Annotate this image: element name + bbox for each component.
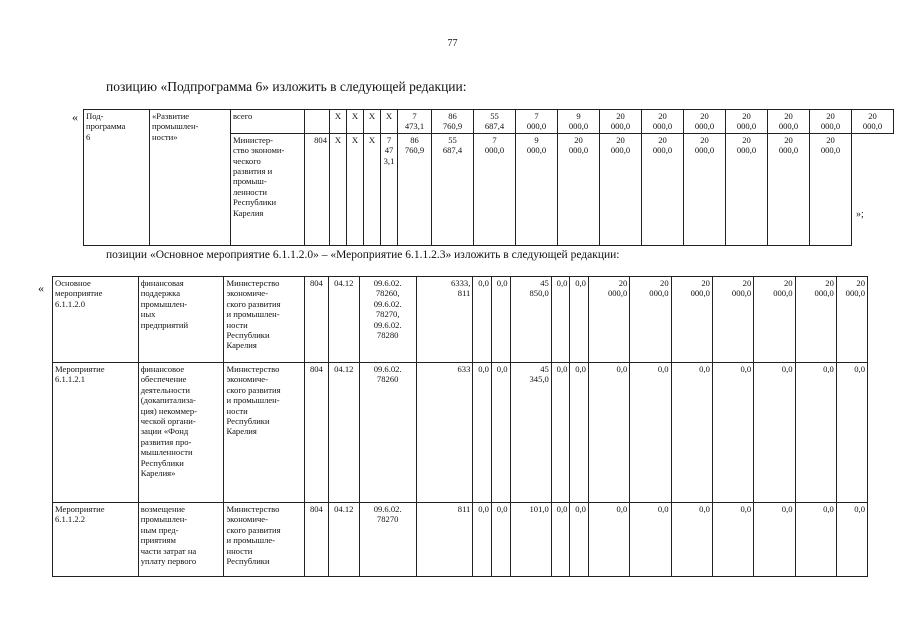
table-cell: 804	[305, 363, 329, 503]
table-cell: 20 000,0	[836, 277, 867, 363]
open-quote-1: «	[72, 110, 78, 124]
table-cell: 04.12	[328, 503, 359, 577]
table-cell: 0,0	[754, 363, 795, 503]
table-cell: 86 760,9	[432, 110, 474, 134]
table-cell: 20 000,0	[684, 110, 726, 134]
table-cell: возмещение промышлен- ным пред- приятиям части затрат на уплату первого	[138, 503, 224, 577]
table-cell: Министерство экономиче- ского развития и промышлен- ности Республики Карелия	[224, 277, 305, 363]
table-cell: 45 345,0	[510, 363, 551, 503]
table-cell: 20 000,0	[600, 110, 642, 134]
table-cell: 09.6.02. 78270	[359, 503, 416, 577]
table-cell: 20 000,0	[726, 133, 768, 245]
table-cell: 20 000,0	[852, 110, 894, 134]
table-cell: 20 000,0	[630, 277, 671, 363]
table-cell	[305, 110, 330, 134]
table-cell: 0,0	[570, 277, 589, 363]
subprogram-6-table	[83, 109, 894, 246]
table-cell: 7 000,0	[474, 133, 516, 245]
table-cell: 09.6.02. 78260	[359, 363, 416, 503]
table-cell: 20 000,0	[754, 277, 795, 363]
table-cell: 0,0	[570, 363, 589, 503]
table-cell: Х	[364, 110, 381, 134]
table-cell: 55 687,4	[432, 133, 474, 245]
table-cell: 0,0	[671, 363, 712, 503]
table-cell: 20 000,0	[600, 133, 642, 245]
heading-subprogram-6: позицию «Подпрограмма 6» изложить в следующей редакции:	[106, 79, 467, 94]
table-cell: 0,0	[836, 503, 867, 577]
table-cell: 0,0	[754, 503, 795, 577]
table-cell: 0,0	[712, 363, 753, 503]
table-cell: 0,0	[570, 503, 589, 577]
table-cell: 0,0	[671, 503, 712, 577]
table-cell: 0,0	[588, 503, 629, 577]
table-cell: 0,0	[491, 277, 510, 363]
table-cell: «Развитие промышлен- ности»	[150, 110, 231, 246]
table-cell: 0,0	[795, 363, 836, 503]
table-cell: Х	[347, 110, 364, 134]
table-cell: 0,0	[795, 503, 836, 577]
table-cell: 0,0	[551, 277, 570, 363]
table-cell: 0,0	[473, 277, 492, 363]
table-cell: 804	[305, 133, 330, 245]
table-cell: 633	[416, 363, 473, 503]
table-cell: 20 000,0	[684, 133, 726, 245]
table-cell: 0,0	[836, 363, 867, 503]
table-cell: 7 473,1	[398, 110, 432, 134]
open-quote-2: «	[38, 281, 44, 295]
table-cell: 0,0	[473, 363, 492, 503]
main-event-table	[52, 276, 868, 577]
table-cell: Министерство экономиче- ского развития и промышлен- ности Республики Карелия	[224, 363, 305, 503]
table-cell: 0,0	[630, 503, 671, 577]
table-cell: 20 000,0	[726, 110, 768, 134]
table-cell: 101,0	[510, 503, 551, 577]
table-cell: финансовая поддержка промышлен- ных предприятий	[138, 277, 224, 363]
table-cell: 45 850,0	[510, 277, 551, 363]
table-cell: Мероприятие 6.1.1.2.2	[53, 503, 139, 577]
table-cell: 0,0	[491, 503, 510, 577]
table-cell: 20 000,0	[795, 277, 836, 363]
table-cell: 0,0	[473, 503, 492, 577]
table-cell: Министерство экономиче- ского развития и промышле- нности Республики	[224, 503, 305, 577]
table-cell: 7 000,0	[516, 110, 558, 134]
table-cell: 0,0	[551, 363, 570, 503]
table-cell: Х	[364, 133, 381, 245]
table-row	[53, 503, 868, 577]
table-cell: 20 000,0	[810, 110, 852, 134]
table-row	[84, 110, 894, 134]
table-cell: 86 760,9	[398, 133, 432, 245]
table-cell: 6333, 811	[416, 277, 473, 363]
table-cell: 20 000,0	[712, 277, 753, 363]
table-cell: Мероприятие 6.1.1.2.1	[53, 363, 139, 503]
table-cell: 7 473,1	[381, 133, 398, 245]
table-cell: 0,0	[551, 503, 570, 577]
table-cell: Министер- ство экономи- ческого развития и промыш- ленности Республики Карелия	[231, 133, 305, 245]
heading-main-event: позиции «Основное мероприятие 6.1.1.2.0» – «Мероприятие 6.1.1.2.3» изложить в следующей редакции:	[106, 249, 620, 261]
table-cell: 20 000,0	[642, 110, 684, 134]
table-cell: 20 000,0	[642, 133, 684, 245]
table-cell: Х	[381, 110, 398, 134]
table-cell: 04.12	[328, 363, 359, 503]
table-cell: 804	[305, 503, 329, 577]
table-cell: 0,0	[630, 363, 671, 503]
table-cell: Под- программа 6	[84, 110, 150, 246]
table-cell: 804	[305, 277, 329, 363]
table-cell: 0,0	[588, 363, 629, 503]
table-cell: всего	[231, 110, 305, 134]
table-cell: Х	[347, 133, 364, 245]
table-cell: 9 000,0	[516, 133, 558, 245]
table-cell: 20 000,0	[588, 277, 629, 363]
table-cell: 9 000,0	[558, 110, 600, 134]
page-number: 77	[447, 38, 458, 49]
table-cell: 20 000,0	[558, 133, 600, 245]
table-cell: Основное мероприятие 6.1.1.2.0	[53, 277, 139, 363]
close-quote-1: »;	[856, 209, 864, 220]
table-cell: 04.12	[328, 277, 359, 363]
table-cell: 09.6.02. 78260, 09.6.02. 78270, 09.6.02. 78280	[359, 277, 416, 363]
table-cell: 20 000,0	[671, 277, 712, 363]
table-cell: 0,0	[491, 363, 510, 503]
table-cell: 20 000,0	[768, 133, 810, 245]
table-cell: 811	[416, 503, 473, 577]
table-cell: 20 000,0	[768, 110, 810, 134]
table-row	[53, 363, 868, 503]
table-row	[53, 277, 868, 363]
table-cell: Х	[330, 110, 347, 134]
table-cell: 55 687,4	[474, 110, 516, 134]
table-cell: Х	[330, 133, 347, 245]
table-cell: 0,0	[712, 503, 753, 577]
table-cell: финансовое обеспечение деятельности (докапитализа- ция) некоммер- ческой органи- зации «Фонд развития про- мышленности Республики Карелия»	[138, 363, 224, 503]
table-cell: 20 000,0	[810, 133, 852, 245]
